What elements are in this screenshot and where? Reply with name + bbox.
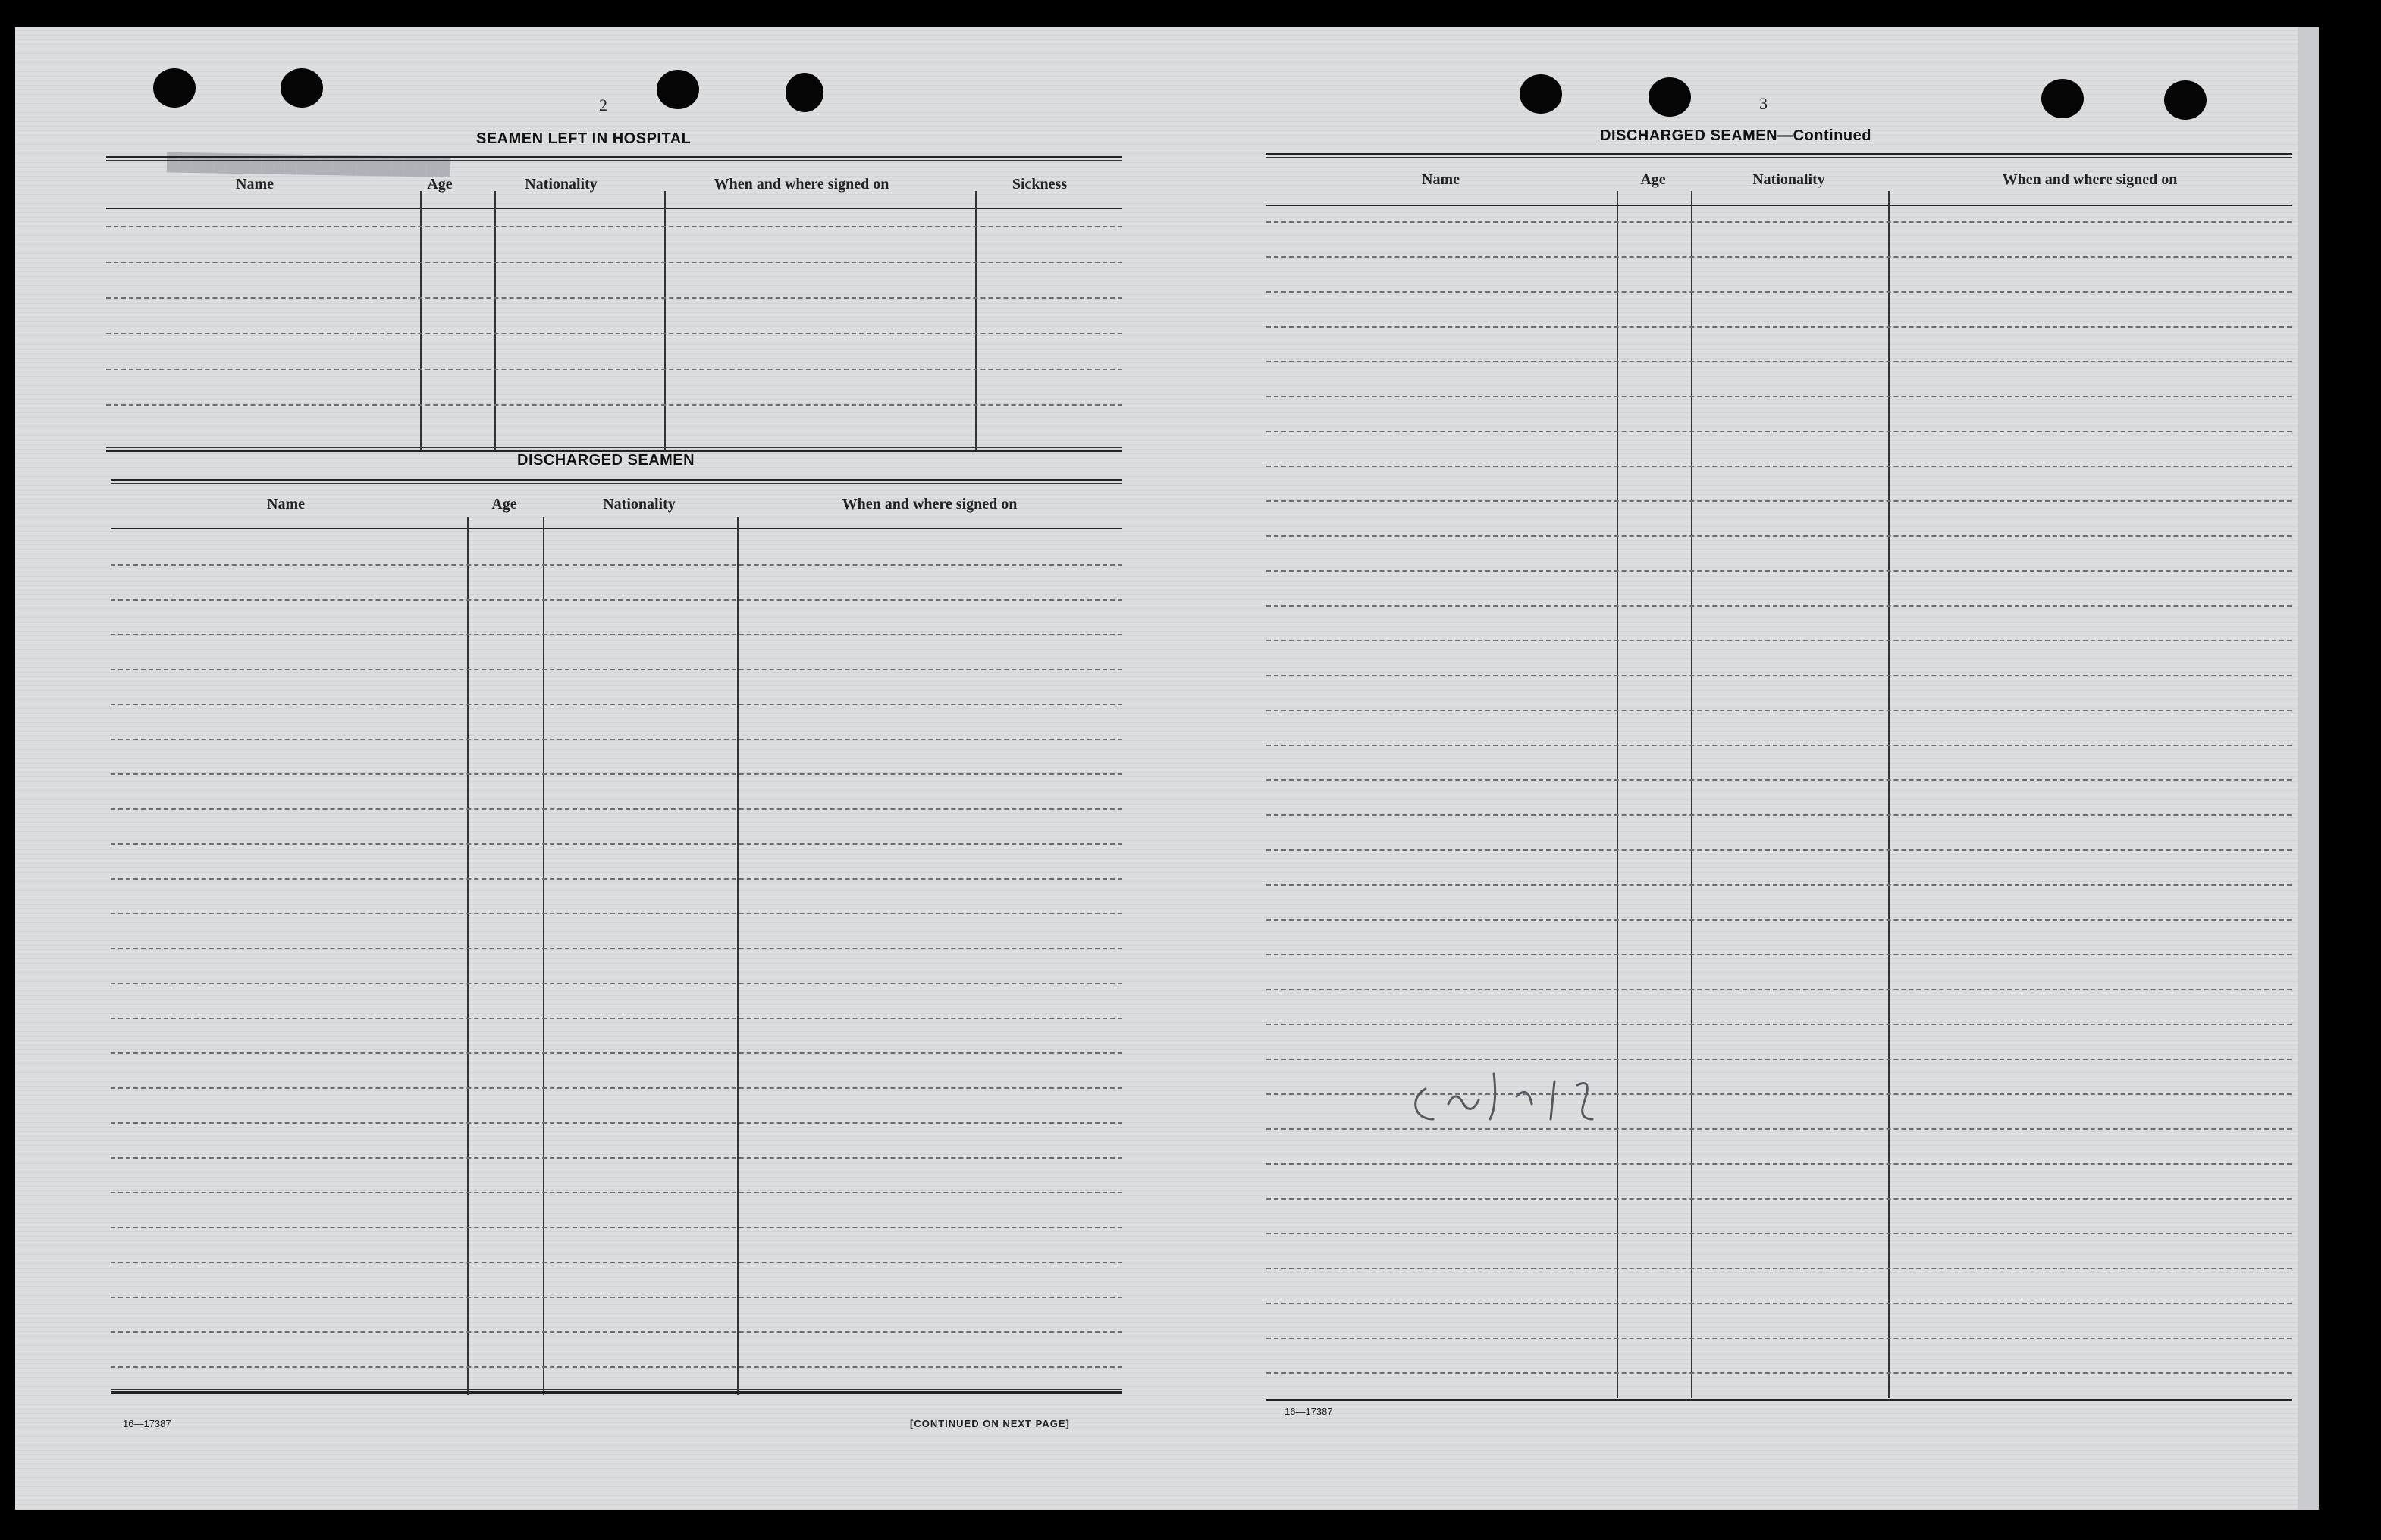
column-header-age: Age xyxy=(491,496,517,513)
discharged-table xyxy=(111,479,1122,1403)
column-header-signed-on: When and where signed on xyxy=(2002,171,2178,188)
punch-hole-icon xyxy=(153,68,196,108)
hospital-table xyxy=(106,156,1122,458)
ledger-sheet xyxy=(15,27,2319,1510)
handwritten-mark xyxy=(1395,1043,1714,1134)
column-header-nationality: Nationality xyxy=(603,496,676,513)
punch-hole-icon xyxy=(2041,79,2084,118)
punch-hole-icon xyxy=(281,68,323,108)
form-number: 16—17387 xyxy=(1285,1406,1333,1417)
column-header-signed-on: When and where signed on xyxy=(842,496,1018,513)
column-header-age: Age xyxy=(427,176,453,193)
punch-hole-icon xyxy=(786,73,823,112)
punch-hole-icon xyxy=(1520,74,1562,114)
form-number: 16—17387 xyxy=(123,1418,171,1429)
column-header-signed-on: When and where signed on xyxy=(714,176,889,193)
discharged-continued-title: DISCHARGED SEAMEN—Continued xyxy=(1600,127,1871,144)
continued-note: [CONTINUED ON NEXT PAGE] xyxy=(910,1418,1070,1429)
discharged-section-title: DISCHARGED SEAMEN xyxy=(517,452,695,469)
column-header-name: Name xyxy=(267,496,305,513)
column-header-nationality: Nationality xyxy=(525,176,598,193)
punch-hole-icon xyxy=(1649,77,1691,117)
column-header-sickness: Sickness xyxy=(1012,176,1068,193)
column-header-nationality: Nationality xyxy=(1752,171,1825,188)
page-number: 2 xyxy=(599,96,607,114)
column-header-name: Name xyxy=(1422,171,1460,188)
hospital-section-title: SEAMEN LEFT IN HOSPITAL xyxy=(476,130,692,147)
column-header-name: Name xyxy=(236,176,274,193)
sheet-edge xyxy=(2298,27,2319,1510)
page-number: 3 xyxy=(1759,94,1768,113)
column-header-age: Age xyxy=(1640,171,1666,188)
bleed-through-text: ████████████████████████ xyxy=(166,152,451,177)
punch-hole-icon xyxy=(2164,80,2207,120)
discharged-continued-table xyxy=(1266,153,2292,1404)
punch-hole-icon xyxy=(657,70,699,109)
